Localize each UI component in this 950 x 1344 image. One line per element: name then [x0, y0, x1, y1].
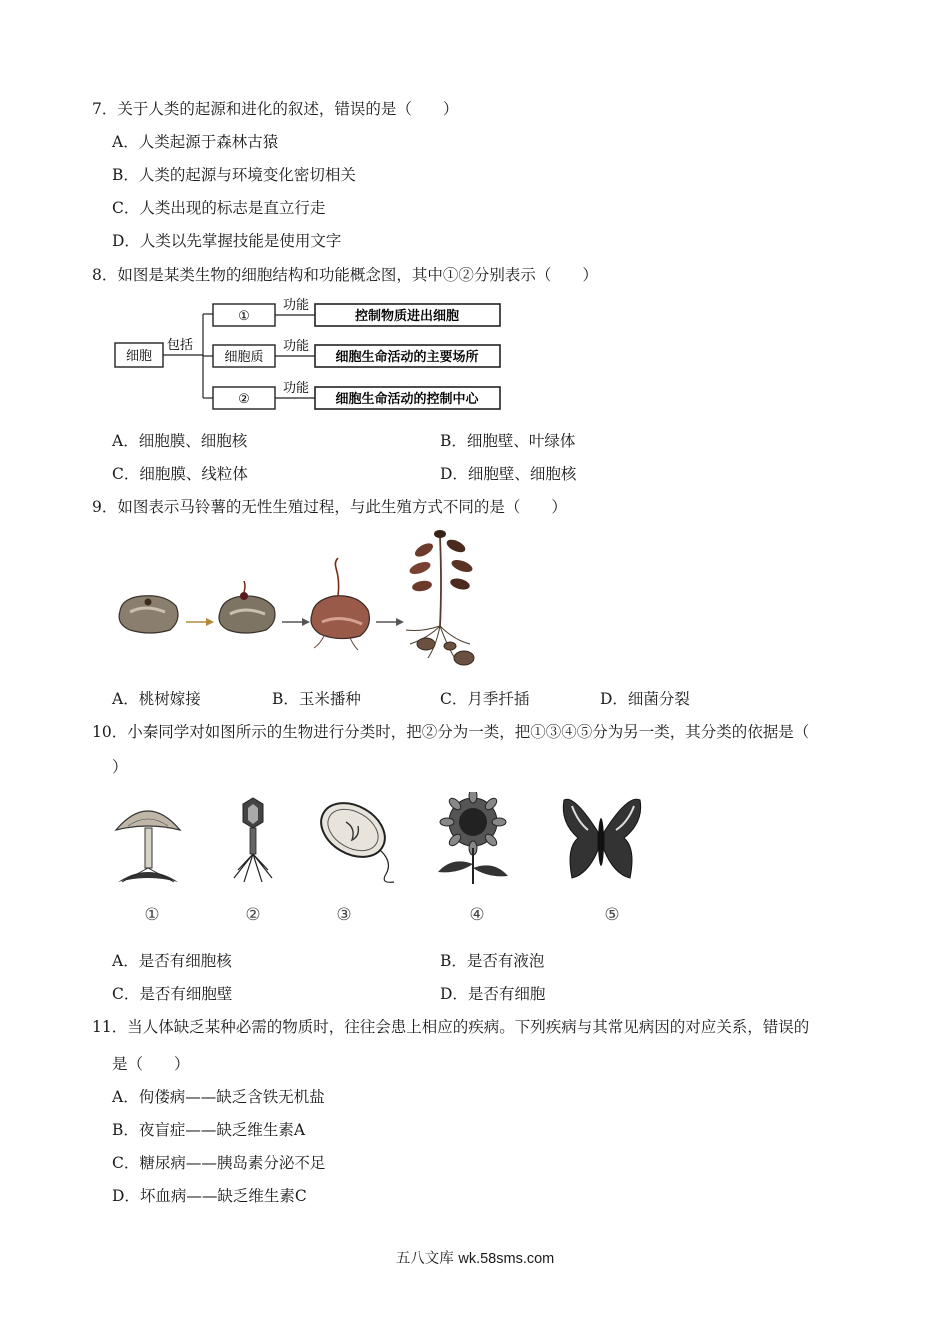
- organisms-figure: [108, 792, 678, 932]
- diagram-part-2: 细胞质: [224, 350, 264, 365]
- organism-label-2: ②: [245, 905, 261, 925]
- diagram-link: 包括: [166, 338, 194, 353]
- q10-option-b: B．是否有液泡: [440, 952, 545, 970]
- q7-stem: 7．关于人类的起源和进化的叙述，错误的是（ ）: [92, 100, 459, 118]
- diagram-function-label-1: 功能: [282, 298, 310, 313]
- cell-concept-diagram: [110, 296, 510, 414]
- footer-url[interactable]: wk.58sms.com: [458, 1251, 555, 1267]
- potato-reproduction-figure: [110, 526, 490, 676]
- q7-option-a: A．人类起源于森林古猿: [112, 133, 279, 151]
- q11-stem: 11．当人体缺乏某种必需的物质时，往往会患上相应的疾病。下列疾病与其常见病因的对应关系，错误的: [92, 1018, 810, 1036]
- potato-stage-1: [119, 596, 178, 633]
- q11-option-a: A．佝偻病——缺乏含铁无机盐: [112, 1088, 325, 1106]
- sunflower-organism: [438, 792, 508, 884]
- bacterium-organism: [312, 792, 395, 882]
- diagram-part-1: ①: [238, 309, 250, 324]
- butterfly-organism: [563, 799, 640, 878]
- q10-stem: 10．小秦同学对如图所示的生物进行分类时，把②分为一类，把①③④⑤分为另一类，其分类的依据是（: [92, 723, 810, 741]
- organism-label-3: ③: [336, 905, 352, 925]
- diagram-function-1: 控制物质进出细胞: [354, 309, 460, 324]
- q8-option-b: B．细胞壁、叶绿体: [440, 432, 576, 450]
- q11-stem-cont: 是（ ）: [112, 1055, 190, 1073]
- bacteriophage-organism: [234, 798, 272, 882]
- mushroom-organism: [116, 811, 180, 882]
- potato-plant: [406, 530, 474, 665]
- page-footer: [0, 1247, 950, 1268]
- q11-option-b: B．夜盲症——缺乏维生素A: [112, 1121, 306, 1139]
- q7-option-d: D．人类以先掌握技能是使用文字: [112, 232, 342, 250]
- q10-option-d: D．是否有细胞: [440, 985, 546, 1003]
- diagram-root: 细胞: [125, 349, 153, 364]
- q7-option-b: B．人类的起源与环境变化密切相关: [112, 166, 356, 184]
- q9-stem: 9．如图表示马铃薯的无性生殖过程，与此生殖方式不同的是（ ）: [92, 498, 567, 516]
- organism-label-1: ①: [144, 905, 160, 925]
- footer-site-name: 五八文库: [395, 1251, 454, 1267]
- q8-stem: 8．如图是某类生物的细胞结构和功能概念图，其中①②分别表示（ ）: [92, 266, 598, 284]
- potato-stage-2: [219, 581, 275, 633]
- q9-option-b: B．玉米播种: [272, 690, 361, 708]
- q8-option-a: A．细胞膜、细胞核: [112, 432, 248, 450]
- q10-option-c: C．是否有细胞壁: [112, 985, 233, 1003]
- diagram-function-2: 细胞生命活动的主要场所: [335, 350, 479, 365]
- q10-stem-cont: ）: [112, 758, 128, 776]
- q11-option-c: C．糖尿病——胰岛素分泌不足: [112, 1154, 326, 1172]
- diagram-part-3: ②: [238, 392, 250, 407]
- q8-option-c: C．细胞膜、线粒体: [112, 465, 248, 483]
- diagram-function-label-2: 功能: [282, 339, 310, 354]
- q11-option-d: D．坏血病——缺乏维生素C: [112, 1187, 307, 1205]
- q9-option-d: D．细菌分裂: [600, 690, 690, 708]
- q7-option-c: C．人类出现的标志是直立行走: [112, 199, 326, 217]
- organism-label-4: ④: [469, 905, 485, 925]
- diagram-function-label-3: 功能: [282, 381, 310, 396]
- q8-option-d: D．细胞壁、细胞核: [440, 465, 577, 483]
- q9-option-a: A．桃树嫁接: [112, 690, 201, 708]
- diagram-function-3: 细胞生命活动的控制中心: [335, 392, 479, 407]
- potato-stage-3: [311, 558, 369, 650]
- organism-label-5: ⑤: [604, 905, 620, 925]
- q9-option-c: C．月季扦插: [440, 690, 530, 708]
- q10-option-a: A．是否有细胞核: [112, 952, 232, 970]
